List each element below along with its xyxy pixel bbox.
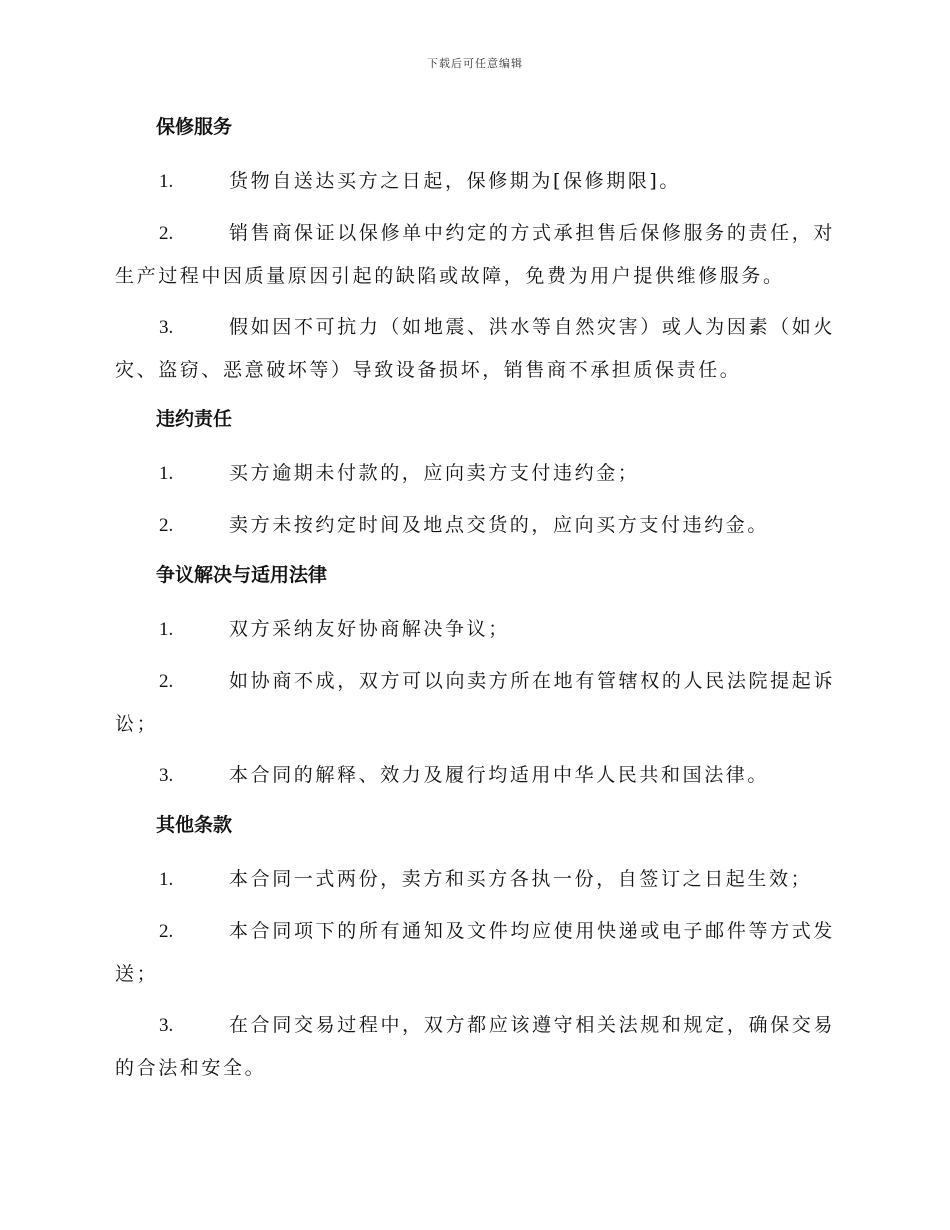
clause-text: 如协商不成，双方可以向卖方所在地有管辖权的人民法院提起诉讼； (115, 670, 835, 735)
clause-number: 1. (159, 869, 174, 890)
clause-text: 卖方未按约定时间及地点交货的，应向买方支付违约金。 (229, 514, 770, 536)
clause (115, 160, 835, 203)
clause (115, 858, 835, 901)
clause-number: 3. (159, 1015, 174, 1036)
clause (115, 212, 835, 297)
clause-number: 2. (159, 515, 174, 536)
clause (115, 1004, 835, 1089)
clause (115, 910, 835, 995)
section-title-dispute: 争议解决与适用法律 (156, 564, 328, 586)
clause-number: 1. (159, 171, 174, 192)
page-header: 下载后可任意编辑 (427, 57, 523, 70)
clause-text: 本合同项下的所有通知及文件均应使用快递或电子邮件等方式发送； (115, 920, 835, 985)
document-body (115, 108, 835, 1098)
clause-text: 本合同一式两份，卖方和买方各执一份，自签订之日起生效； (229, 868, 813, 890)
section-title-breach: 违约责任 (156, 408, 233, 430)
clause-number: 1. (159, 619, 174, 640)
clause-number: 2. (159, 921, 174, 942)
clause-text: 假如因不可抗力（如地震、洪水等自然灾害）或人为因素（如火灾、盗窃、恶意破坏等）导致设备损坏，销售商不承担质保责任。 (115, 316, 835, 381)
clause (115, 504, 835, 547)
clause (115, 452, 835, 495)
clause-text: 在合同交易过程中，双方都应该遵守相关法规和规定，确保交易的合法和安全。 (115, 1014, 835, 1079)
clause-text: 双方采纳友好协商解决争议； (229, 618, 510, 640)
clause-number: 1. (159, 463, 174, 484)
clause-text: 销售商保证以保修单中约定的方式承担售后保修服务的责任，对生产过程中因质量原因引起的缺陷或故障，免费为用户提供维修服务。 (115, 222, 835, 287)
clause (115, 660, 835, 745)
clause (115, 608, 835, 651)
clause-number: 3. (159, 765, 174, 786)
clause-number: 2. (159, 671, 174, 692)
clause-text: 本合同的解释、效力及履行均适用中华人民共和国法律。 (229, 764, 770, 786)
section-title-other: 其他条款 (156, 814, 233, 836)
clause-text: 买方逾期未付款的，应向卖方支付违约金； (229, 462, 640, 484)
clause (115, 754, 835, 797)
clause-text: 货物自送达买方之日起，保修期为[保修期限]。 (229, 170, 682, 192)
section-title-warranty: 保修服务 (156, 116, 233, 138)
clause (115, 306, 835, 391)
clause-number: 2. (159, 223, 174, 244)
clause-number: 3. (159, 317, 174, 338)
